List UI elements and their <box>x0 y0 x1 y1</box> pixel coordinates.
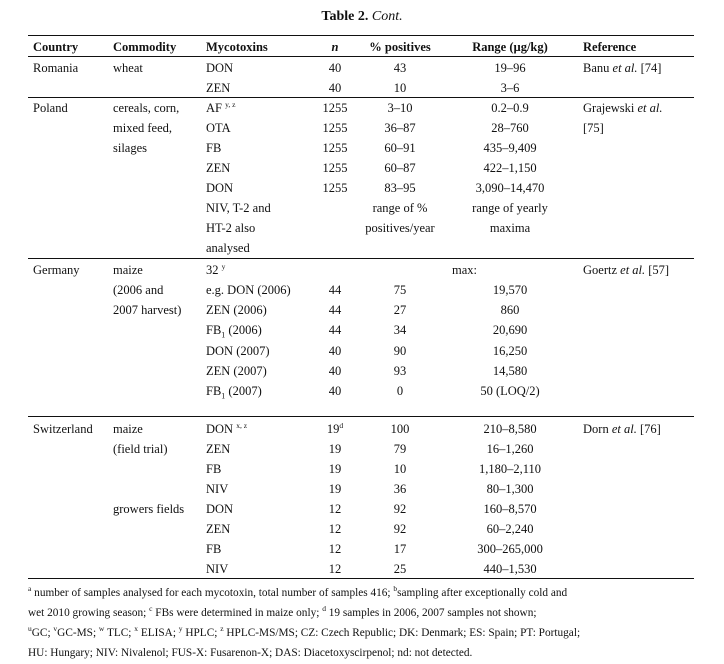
mycotoxin-cell <box>206 321 262 345</box>
footnote-marker: d <box>322 604 326 614</box>
caption-label: Table 2. <box>321 9 369 24</box>
range-cell: 16–1,260 <box>486 442 534 456</box>
header-positives: % positives <box>369 40 431 54</box>
range-cell: 20,690 <box>492 323 528 337</box>
footnote-text: number of samples analysed for each mycotoxin, total number of samples 416; <box>31 587 394 599</box>
footnote-text: wet 2010 growing season; <box>28 607 150 619</box>
mycotoxin-cell <box>206 179 233 197</box>
reference-etal: et al. <box>612 61 638 75</box>
footnote-text: GC-MS; <box>57 627 99 639</box>
reference-number: [74] <box>640 61 662 75</box>
mycotoxin-name: DON <box>206 422 234 436</box>
mycotoxin-cell <box>206 159 230 177</box>
positives-cell: 25 <box>393 562 407 576</box>
reference-etal: et al. <box>637 101 663 115</box>
n-value: 12 <box>328 562 342 576</box>
positives-cell: 90 <box>393 344 407 358</box>
header-mycotoxins: Mycotoxins <box>206 40 268 54</box>
n-value: 40 <box>328 81 342 95</box>
positives-cell: 93 <box>393 364 407 378</box>
commodity-cell: growers fields <box>113 502 185 516</box>
n-value: 19 <box>328 482 342 496</box>
mycotoxin-method-superscript: x, z <box>236 420 248 430</box>
group-rule-switzerland <box>28 416 694 417</box>
country-cell: Poland <box>33 101 68 115</box>
country-cell: Switzerland <box>33 422 93 436</box>
header-commodity: Commodity <box>113 40 177 54</box>
mycotoxin-subscript: 1 <box>221 330 226 340</box>
n-value: 44 <box>328 283 342 297</box>
range-cell: 422–1,150 <box>483 161 537 175</box>
positives-cell: 3–10 <box>387 101 413 115</box>
commodity-cell: (2006 and <box>113 283 164 297</box>
positives-cell: 43 <box>393 61 407 75</box>
reference-author: Banu <box>583 61 610 75</box>
range-cell: 440–1,530 <box>483 562 537 576</box>
reference-etal: et al. <box>620 263 646 277</box>
range-cell: 0.2–0.9 <box>491 101 529 115</box>
mycotoxin-cell <box>206 520 230 538</box>
header-n: n <box>331 40 339 54</box>
positives-cell: 60–91 <box>384 141 416 155</box>
n-value: 40 <box>328 364 342 378</box>
header-range: Range (µg/kg) <box>472 40 548 54</box>
reference-author: Grajewski <box>583 101 635 115</box>
group-rule-germany <box>28 258 694 259</box>
footnote-marker: z <box>220 624 224 634</box>
positives-cell: positives/year <box>365 221 435 235</box>
table-caption <box>0 9 724 25</box>
range-cell: 60–2,240 <box>486 522 534 536</box>
reference-cell <box>583 261 669 279</box>
n-value: 12 <box>328 542 342 556</box>
positives-cell: 75 <box>393 283 407 297</box>
top-rule <box>28 35 694 36</box>
positives-cell: 36–87 <box>384 121 416 135</box>
positives-cell: 0 <box>396 384 404 398</box>
mycotoxin-name: 32 <box>206 263 219 277</box>
range-cell: range of yearly <box>472 201 548 215</box>
mycotoxin-name: ZEN <box>206 442 231 456</box>
reference-cell <box>583 119 604 137</box>
mycotoxin-cell <box>206 420 247 438</box>
range-cell: 300–265,000 <box>477 542 543 556</box>
mycotoxin-name: analysed <box>206 241 250 255</box>
positives-cell: 17 <box>393 542 407 556</box>
mycotoxin-cell <box>206 281 291 299</box>
footnote-marker: x <box>134 624 138 634</box>
commodity-cell: maize <box>113 422 143 436</box>
n-value: 44 <box>328 303 342 317</box>
n-value: 1255 <box>322 121 348 135</box>
mycotoxin-cell <box>206 99 235 117</box>
mycotoxin-cell <box>206 560 228 578</box>
n-value: 19 <box>326 422 340 436</box>
n-value: 1255 <box>322 101 348 115</box>
commodity-cell: mixed feed, <box>113 121 173 135</box>
n-value: 1255 <box>322 141 348 155</box>
range-cell: 14,580 <box>492 364 528 378</box>
mycotoxin-cell <box>206 301 267 319</box>
n-superscript: d <box>339 420 344 430</box>
mycotoxin-cell <box>206 59 233 77</box>
footnote-text: sampling after exceptionally cold and <box>397 587 568 599</box>
range-cell: 3–6 <box>500 81 520 95</box>
n-value: 1255 <box>322 181 348 195</box>
mycotoxin-name: ZEN <box>206 161 231 175</box>
commodity-cell: cereals, corn, <box>113 101 180 115</box>
n-value: 40 <box>328 61 342 75</box>
reference-author: Goertz <box>583 263 618 277</box>
mycotoxin-name: AF <box>206 101 222 115</box>
mycotoxin-name: FB <box>206 462 222 476</box>
mycotoxin-cell <box>206 540 221 558</box>
mycotoxin-name: e.g. DON (2006) <box>206 283 291 297</box>
range-cell: 16,250 <box>492 344 528 358</box>
commodity-cell: 2007 harvest) <box>113 303 182 317</box>
n-value: 12 <box>328 522 342 536</box>
mycotoxin-cell <box>206 119 231 137</box>
n-value: 1255 <box>322 161 348 175</box>
positives-cell: 92 <box>393 502 407 516</box>
n-value: 19 <box>328 462 342 476</box>
positives-cell: 83–95 <box>384 181 416 195</box>
footnote-text: 19 samples in 2006, 2007 samples not shown; <box>325 607 537 619</box>
positives-cell: 34 <box>393 323 407 337</box>
positives-cell: 79 <box>393 442 407 456</box>
commodity-cell: maize <box>113 263 143 277</box>
mycotoxin-cell <box>206 261 225 279</box>
footnote-text: HPLC-MS/MS; CZ: Czech Republic; DK: Denmark; ES: Spain; PT: Portugal; <box>223 627 581 639</box>
range-cell: 50 (LOQ/2) <box>480 384 540 398</box>
footnote-text: GC; <box>31 627 54 639</box>
positives-cell: 10 <box>393 81 407 95</box>
positives-cell: 92 <box>393 522 407 536</box>
footnote-text: HU: Hungary; NIV: Nivalenol; FUS-X: Fusarenon-X; DAS: Diacetoxyscirpenol; nd: not detected. <box>28 647 473 659</box>
positives-cell: 100 <box>390 422 410 436</box>
footnote-marker: w <box>98 624 105 634</box>
mycotoxin-cell <box>206 199 271 217</box>
reference-author: Dorn <box>583 422 609 436</box>
mycotoxin-method-superscript: y <box>221 261 226 271</box>
footnote-line <box>28 623 698 644</box>
reference-number: [57] <box>648 263 670 277</box>
mycotoxin-name: NIV, T-2 and <box>206 201 271 215</box>
mycotoxin-name: FB <box>206 323 222 337</box>
footnote-text: ELISA; <box>138 627 179 639</box>
footnote-line <box>28 603 698 624</box>
mycotoxin-cell <box>206 219 255 237</box>
mycotoxin-name: DON <box>206 181 234 195</box>
group-rule-poland <box>28 97 694 98</box>
commodity-cell: wheat <box>113 61 143 75</box>
mycotoxin-name: FB <box>206 542 222 556</box>
mycotoxin-name: FB <box>206 141 222 155</box>
header-reference: Reference <box>583 40 637 54</box>
reference-etal: et al. <box>611 422 637 436</box>
mycotoxin-cell <box>206 362 267 380</box>
footnote-marker: v <box>53 624 58 634</box>
reference-cell <box>583 99 663 117</box>
country-cell: Germany <box>33 263 80 277</box>
footnote-text: HPLC; <box>182 627 221 639</box>
mycotoxin-method-superscript: y, z <box>225 99 236 109</box>
mycotoxin-cell <box>206 480 228 498</box>
footnote-text: FBs were determined in maize only; <box>152 607 323 619</box>
positives-cell: 27 <box>393 303 407 317</box>
mycotoxin-name: HT-2 also <box>206 221 256 235</box>
mycotoxin-cell <box>206 239 250 257</box>
reference-number: [76] <box>639 422 661 436</box>
footnote-marker: a <box>28 584 32 594</box>
mycotoxin-cell <box>206 460 221 478</box>
mycotoxin-name: NIV <box>206 562 229 576</box>
n-value: 19 <box>328 442 342 456</box>
mycotoxin-name: DON <box>206 61 234 75</box>
range-cell: max: <box>452 263 477 277</box>
mycotoxin-name: FB <box>206 384 222 398</box>
range-cell: 160–8,570 <box>483 502 537 516</box>
positives-cell: 10 <box>393 462 407 476</box>
commodity-cell: silages <box>113 141 148 155</box>
range-cell: 1,180–2,110 <box>478 462 542 476</box>
range-cell: 210–8,580 <box>483 422 537 436</box>
footnote-marker: b <box>393 584 398 594</box>
bottom-rule <box>28 578 694 579</box>
range-cell: 28–760 <box>491 121 529 135</box>
mycotoxin-cell <box>206 382 262 406</box>
reference-author: [75] <box>583 121 604 135</box>
footnote-line <box>28 643 698 664</box>
footnote-line <box>28 583 698 604</box>
mycotoxin-cell <box>206 440 230 458</box>
mycotoxin-name: ZEN <box>206 81 231 95</box>
mycotoxin-name: ZEN (2006) <box>206 303 267 317</box>
mycotoxin-cell <box>206 500 233 518</box>
reference-cell <box>583 420 661 438</box>
caption-text: Cont. <box>371 9 403 24</box>
mycotoxin-name: DON <box>206 502 234 516</box>
range-cell: 3,090–14,470 <box>475 181 545 195</box>
footnote-text: TLC; <box>104 627 135 639</box>
mycotoxin-subscript: 1 <box>221 391 226 401</box>
mycotoxin-year: (2007) <box>225 384 262 398</box>
positives-cell: 60–87 <box>384 161 416 175</box>
n-value: 12 <box>328 502 342 516</box>
mycotoxin-cell <box>206 79 230 97</box>
mycotoxin-name: OTA <box>206 121 231 135</box>
range-cell: 435–9,409 <box>483 141 537 155</box>
range-cell: 19–96 <box>494 61 526 75</box>
header-country: Country <box>33 40 79 54</box>
mycotoxin-cell <box>206 139 221 157</box>
mycotoxin-name: NIV <box>206 482 229 496</box>
mycotoxin-name: ZEN (2007) <box>206 364 267 378</box>
mycotoxin-name: DON (2007) <box>206 344 270 358</box>
positives-cell: range of % <box>372 201 428 215</box>
footnote-marker: c <box>149 604 153 614</box>
range-cell: 860 <box>500 303 520 317</box>
n-value: 44 <box>328 323 342 337</box>
commodity-cell: (field trial) <box>113 442 168 456</box>
footnote-marker: y <box>178 624 183 634</box>
footnote-marker: u <box>28 624 32 634</box>
range-cell: maxima <box>489 221 531 235</box>
mycotoxin-cell <box>206 342 270 360</box>
reference-cell <box>583 59 661 77</box>
mycotoxin-year: (2006) <box>225 323 262 337</box>
positives-cell: 36 <box>393 482 407 496</box>
country-cell: Romania <box>33 61 79 75</box>
n-value: 40 <box>328 384 342 398</box>
range-cell: 80–1,300 <box>486 482 534 496</box>
range-cell: 19,570 <box>492 283 528 297</box>
mycotoxin-name: ZEN <box>206 522 231 536</box>
header-rule <box>28 56 694 57</box>
n-value: 40 <box>328 344 342 358</box>
